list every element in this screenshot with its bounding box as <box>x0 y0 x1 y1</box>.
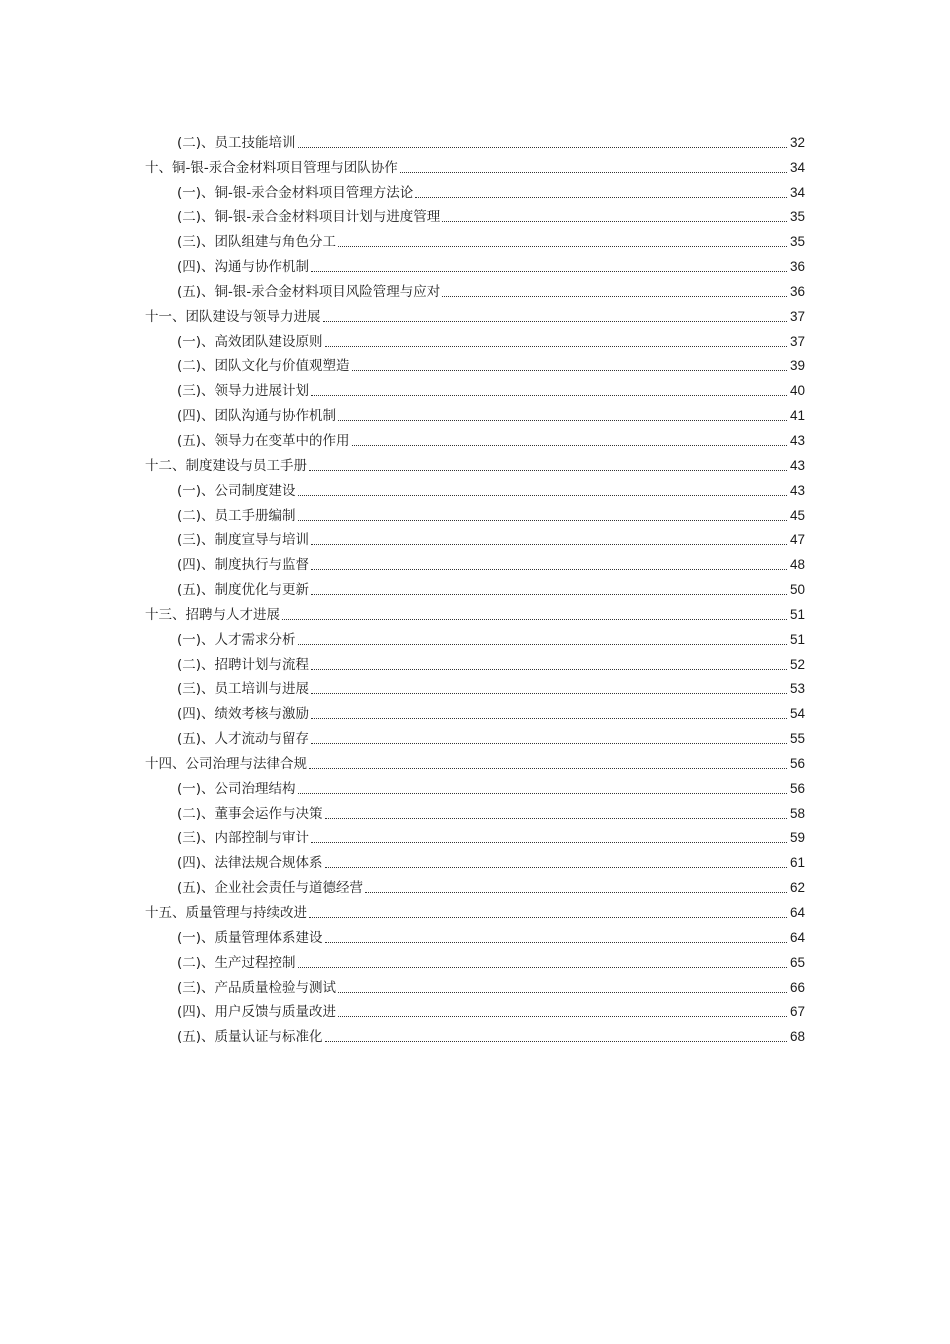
toc-dot-leader <box>325 818 787 819</box>
toc-section-entry[interactable] <box>145 996 805 1021</box>
toc-entry-label: (三)、制度宣导与培训 <box>177 532 310 549</box>
toc-page-number: 51 <box>789 631 805 647</box>
toc-page-number: 43 <box>789 432 805 448</box>
toc-dot-leader <box>311 395 787 396</box>
toc-page-number: 41 <box>789 408 805 424</box>
toc-dot-leader <box>311 569 787 570</box>
toc-section-entry[interactable] <box>145 374 805 399</box>
toc-dot-leader <box>325 1041 787 1042</box>
table-of-contents <box>145 126 805 1045</box>
toc-page-number: 54 <box>789 706 805 722</box>
toc-section-entry[interactable] <box>145 673 805 698</box>
toc-page-number: 53 <box>789 681 805 697</box>
toc-page-number: 47 <box>789 532 805 548</box>
toc-section-entry[interactable] <box>145 1020 805 1045</box>
toc-entry-label: 十三、招聘与人才进展 <box>145 606 280 623</box>
toc-dot-leader <box>338 992 787 993</box>
toc-section-entry[interactable] <box>145 822 805 847</box>
toc-section-entry[interactable] <box>145 250 805 275</box>
toc-page-number: 68 <box>789 1029 805 1045</box>
toc-section-entry[interactable] <box>145 946 805 971</box>
toc-section-entry[interactable] <box>145 573 805 598</box>
toc-page-number: 34 <box>789 159 805 175</box>
toc-entry-label: (五)、人才流动与留存 <box>177 731 310 748</box>
toc-dot-leader <box>309 917 787 918</box>
toc-page-number: 50 <box>789 582 805 598</box>
toc-page-number: 36 <box>789 259 805 275</box>
toc-page-number: 39 <box>789 358 805 374</box>
toc-chapter-entry[interactable] <box>145 747 805 772</box>
toc-dot-leader <box>282 619 787 620</box>
toc-section-entry[interactable] <box>145 772 805 797</box>
toc-entry-label: (二)、铜-银-汞合金材料项目计划与进度管理 <box>177 209 441 226</box>
toc-entry-label: 十二、制度建设与员工手册 <box>145 457 307 474</box>
toc-entry-label: (三)、领导力进展计划 <box>177 383 310 400</box>
toc-section-entry[interactable] <box>145 697 805 722</box>
toc-entry-label: 十五、质量管理与持续改进 <box>145 905 307 921</box>
toc-page-number: 43 <box>789 482 805 498</box>
toc-dot-leader <box>338 1016 787 1017</box>
toc-page-number: 65 <box>789 954 805 970</box>
toc-dot-leader <box>311 718 787 719</box>
toc-dot-leader <box>311 594 787 595</box>
toc-section-entry[interactable] <box>145 126 805 151</box>
toc-entry-label: (四)、沟通与协作机制 <box>177 259 310 276</box>
toc-dot-leader <box>298 644 787 645</box>
toc-section-entry[interactable] <box>145 350 805 375</box>
toc-dot-leader <box>298 793 787 794</box>
toc-dot-leader <box>298 520 787 521</box>
toc-chapter-entry[interactable] <box>145 449 805 474</box>
toc-page-number: 56 <box>789 780 805 796</box>
toc-entry-label: (一)、高效团队建设原则 <box>177 333 323 350</box>
toc-entry-label: (四)、绩效考核与激励 <box>177 706 310 723</box>
toc-dot-leader <box>311 743 787 744</box>
toc-chapter-entry[interactable] <box>145 300 805 325</box>
toc-section-entry[interactable] <box>145 499 805 524</box>
toc-entry-label: (一)、公司治理结构 <box>177 780 296 797</box>
toc-entry-label: 十、铜-银-汞合金材料项目管理与团队协作 <box>145 159 398 176</box>
toc-page-number: 67 <box>789 1004 805 1020</box>
toc-entry-label: 十一、团队建设与领导力进展 <box>145 308 321 325</box>
toc-page-number: 48 <box>789 557 805 573</box>
toc-dot-leader <box>311 842 787 843</box>
toc-dot-leader <box>323 321 788 322</box>
toc-dot-leader <box>325 346 787 347</box>
toc-page-number: 64 <box>789 905 805 920</box>
toc-page-number: 34 <box>789 184 805 200</box>
toc-dot-leader <box>338 246 787 247</box>
toc-page-number: 52 <box>789 656 805 672</box>
toc-chapter-entry[interactable] <box>145 896 805 921</box>
toc-page-number: 62 <box>789 880 805 896</box>
toc-section-entry[interactable] <box>145 623 805 648</box>
toc-entry-label: (二)、招聘计划与流程 <box>177 656 310 673</box>
toc-section-entry[interactable] <box>145 225 805 250</box>
toc-entry-label: (二)、团队文化与价值观塑造 <box>177 358 350 375</box>
toc-page-number: 37 <box>789 333 805 349</box>
toc-dot-leader <box>298 147 787 148</box>
toc-section-entry[interactable] <box>145 399 805 424</box>
toc-entry-label: 十四、公司治理与法律合规 <box>145 755 307 772</box>
toc-entry-label: (二)、董事会运作与决策 <box>177 805 323 822</box>
toc-section-entry[interactable] <box>145 275 805 300</box>
toc-page-number: 37 <box>789 308 805 324</box>
toc-page-number: 35 <box>789 234 805 250</box>
toc-entry-label: (一)、人才需求分析 <box>177 631 296 648</box>
toc-dot-leader <box>309 470 787 471</box>
toc-page-number: 66 <box>789 979 805 995</box>
toc-page-number: 45 <box>789 507 805 523</box>
toc-section-entry[interactable] <box>145 474 805 499</box>
toc-section-entry[interactable] <box>145 201 805 226</box>
toc-dot-leader <box>311 669 787 670</box>
toc-entry-label: (四)、法律法规合规体系 <box>177 855 323 872</box>
toc-page-number: 61 <box>789 855 805 871</box>
toc-entry-label: (四)、团队沟通与协作机制 <box>177 408 337 425</box>
toc-dot-leader <box>442 296 787 297</box>
toc-entry-label: (二)、生产过程控制 <box>177 954 296 971</box>
toc-chapter-entry[interactable] <box>145 151 805 176</box>
toc-page-number: 55 <box>789 731 805 747</box>
toc-dot-leader <box>298 495 787 496</box>
toc-entry-label: (三)、团队组建与角色分工 <box>177 234 337 251</box>
toc-page-number: 51 <box>789 606 805 622</box>
toc-dot-leader <box>400 172 787 173</box>
toc-dot-leader <box>325 867 787 868</box>
toc-entry-label: (一)、质量管理体系建设 <box>177 929 323 946</box>
toc-page-number: 36 <box>789 283 805 299</box>
toc-section-entry[interactable] <box>145 971 805 996</box>
toc-section-entry[interactable] <box>145 325 805 350</box>
toc-entry-label: (二)、员工手册编制 <box>177 507 296 524</box>
toc-entry-label: (五)、领导力在变革中的作用 <box>177 432 350 449</box>
toc-dot-leader <box>309 768 787 769</box>
toc-page-number: 64 <box>789 929 805 945</box>
toc-entry-label: (五)、质量认证与标准化 <box>177 1029 323 1046</box>
toc-page-number: 35 <box>789 209 805 225</box>
toc-page-number: 56 <box>789 755 805 771</box>
toc-dot-leader <box>352 445 787 446</box>
toc-entry-label: (五)、铜-银-汞合金材料项目风险管理与应对 <box>177 283 441 300</box>
toc-entry-label: (二)、员工技能培训 <box>177 134 296 151</box>
toc-chapter-entry[interactable] <box>145 598 805 623</box>
toc-dot-leader <box>311 693 787 694</box>
toc-section-entry[interactable] <box>145 871 805 896</box>
toc-entry-label: (五)、制度优化与更新 <box>177 582 310 599</box>
toc-entry-label: (四)、制度执行与监督 <box>177 557 310 574</box>
toc-section-entry[interactable] <box>145 921 805 946</box>
toc-page-number: 58 <box>789 805 805 821</box>
toc-section-entry[interactable] <box>145 524 805 549</box>
toc-entry-label: (三)、产品质量检验与测试 <box>177 979 337 996</box>
toc-entry-label: (三)、内部控制与审计 <box>177 830 310 847</box>
toc-dot-leader <box>365 892 787 893</box>
toc-entry-label: (四)、用户反馈与质量改进 <box>177 1004 337 1021</box>
toc-dot-leader <box>442 221 787 222</box>
toc-section-entry[interactable] <box>145 648 805 673</box>
toc-dot-leader <box>325 942 787 943</box>
toc-dot-leader <box>298 967 787 968</box>
toc-section-entry[interactable] <box>145 846 805 871</box>
toc-dot-leader <box>311 271 787 272</box>
toc-section-entry[interactable] <box>145 797 805 822</box>
toc-entry-label: (一)、铜-银-汞合金材料项目管理方法论 <box>177 184 414 201</box>
toc-dot-leader <box>352 370 787 371</box>
toc-entry-label: (一)、公司制度建设 <box>177 482 296 499</box>
toc-dot-leader <box>415 197 787 198</box>
toc-entry-label: (五)、企业社会责任与道德经营 <box>177 880 364 897</box>
toc-page-number: 32 <box>789 134 805 150</box>
toc-page-number: 43 <box>789 457 805 473</box>
toc-section-entry[interactable] <box>145 424 805 449</box>
toc-page-number: 40 <box>789 383 805 399</box>
toc-dot-leader <box>311 544 787 545</box>
toc-page-number: 59 <box>789 830 805 846</box>
toc-dot-leader <box>338 420 787 421</box>
toc-section-entry[interactable] <box>145 722 805 747</box>
toc-entry-label: (三)、员工培训与进展 <box>177 681 310 698</box>
toc-section-entry[interactable] <box>145 176 805 201</box>
toc-section-entry[interactable] <box>145 548 805 573</box>
